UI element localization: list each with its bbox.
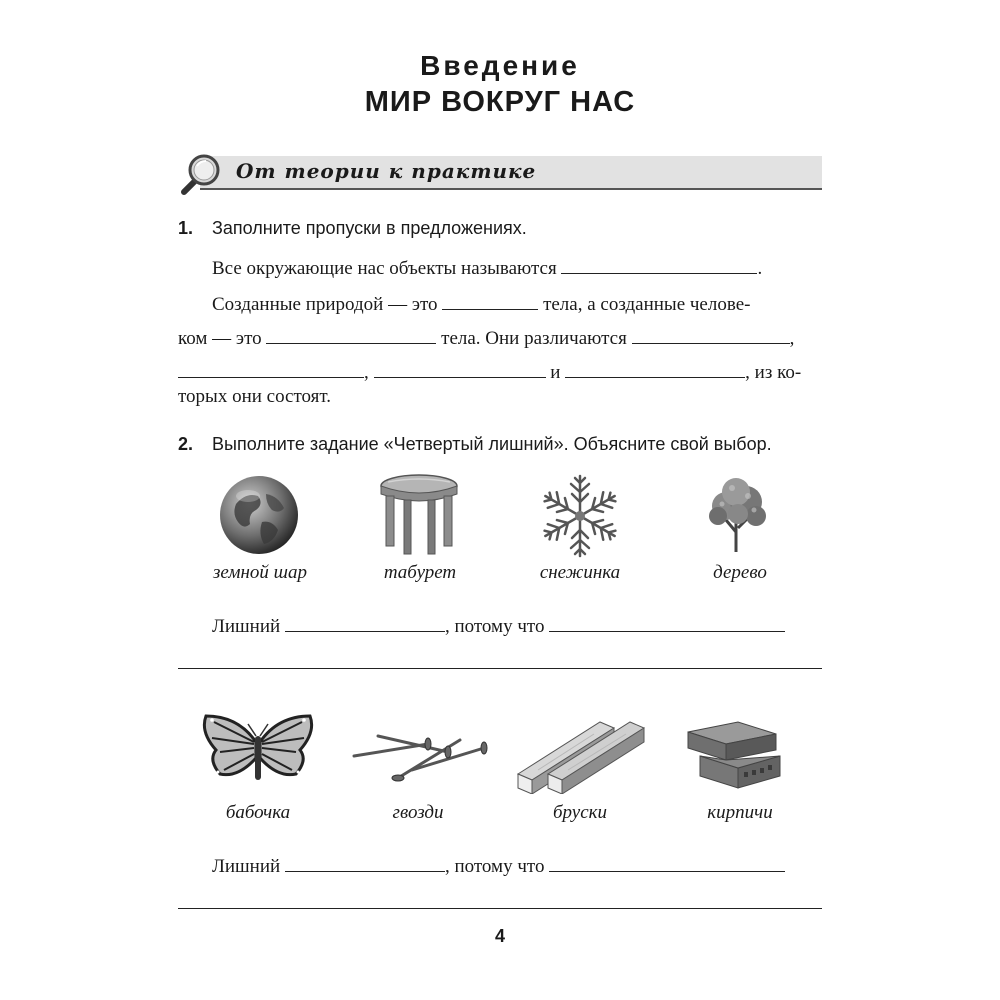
task1-line2 <box>212 292 750 316</box>
picture-caption: табурет <box>383 562 457 583</box>
task1-line2-end: тела, а созданные челове- <box>543 294 751 315</box>
answer-blank[interactable] <box>632 326 790 344</box>
section-banner <box>200 156 822 190</box>
stool-icon <box>378 472 460 558</box>
task1-line2-text: Созданные природой — это <box>212 294 438 315</box>
task1-line5: торых они состоят. <box>178 386 332 407</box>
magnifier-icon <box>176 152 222 198</box>
task1-line3-end: , <box>789 328 795 349</box>
odd-one-label: Лишний <box>212 856 281 877</box>
picture-caption: гвозди <box>392 802 444 823</box>
odd-one-label: Лишний <box>212 616 281 637</box>
snowflake-icon <box>536 472 624 560</box>
picture-caption: кирпичи <box>707 802 773 823</box>
answer-blank[interactable] <box>549 614 785 632</box>
answer-blank[interactable] <box>442 292 538 310</box>
because-label: , потому что <box>444 616 545 637</box>
task1-line4-comma: , <box>364 362 369 383</box>
picture-caption: бабочка <box>225 802 291 823</box>
task1-line1 <box>212 256 762 280</box>
bricks-icon <box>684 712 784 792</box>
task1-line4-and: и <box>550 362 561 383</box>
page-number: 4 <box>494 926 505 946</box>
answer-blank[interactable] <box>374 360 546 378</box>
picture-caption: земной шар <box>212 562 308 583</box>
picture-caption: снежинка <box>539 562 621 583</box>
section-banner-label: От теории к практике <box>236 159 537 183</box>
task1-line4 <box>178 360 801 384</box>
answer-line-set2 <box>212 854 785 878</box>
wooden-bars-icon <box>514 712 646 794</box>
answer-blank[interactable] <box>285 854 445 872</box>
because-label: , потому что <box>444 856 545 877</box>
globe-icon <box>218 474 300 556</box>
task1-line4-end: , из ко- <box>745 362 802 383</box>
task1-instruction: Заполните пропуски в предложениях. <box>212 218 527 238</box>
task1-number: 1. <box>178 218 194 238</box>
task2-instruction: Выполните задание «Четвертый лишний». Объясните свой выбор. <box>212 434 772 454</box>
answer-rule[interactable] <box>178 908 822 909</box>
task1-line3 <box>178 326 794 350</box>
task1-line1-end: . <box>757 258 763 279</box>
picture-caption: бруски <box>552 802 608 823</box>
answer-blank[interactable] <box>565 360 745 378</box>
answer-blank[interactable] <box>178 360 364 378</box>
task1-line3-text: ком — это <box>178 328 262 349</box>
nails-icon <box>348 726 490 786</box>
page-title: МИР ВОКРУГ НАС <box>364 86 636 118</box>
task1-line1-text: Все окружающие нас объекты называются <box>212 258 557 279</box>
tree-icon <box>702 476 774 554</box>
chapter-label: Введение <box>420 50 580 81</box>
butterfly-icon <box>198 712 318 794</box>
answer-blank[interactable] <box>549 854 785 872</box>
answer-rule[interactable] <box>178 668 822 669</box>
answer-blank[interactable] <box>266 326 436 344</box>
answer-line-set1 <box>212 614 785 638</box>
picture-caption: дерево <box>713 562 767 583</box>
answer-blank[interactable] <box>285 614 445 632</box>
answer-blank[interactable] <box>561 256 757 274</box>
task1-line3-mid: тела. Они различаются <box>441 328 627 349</box>
task2-number: 2. <box>178 434 194 454</box>
